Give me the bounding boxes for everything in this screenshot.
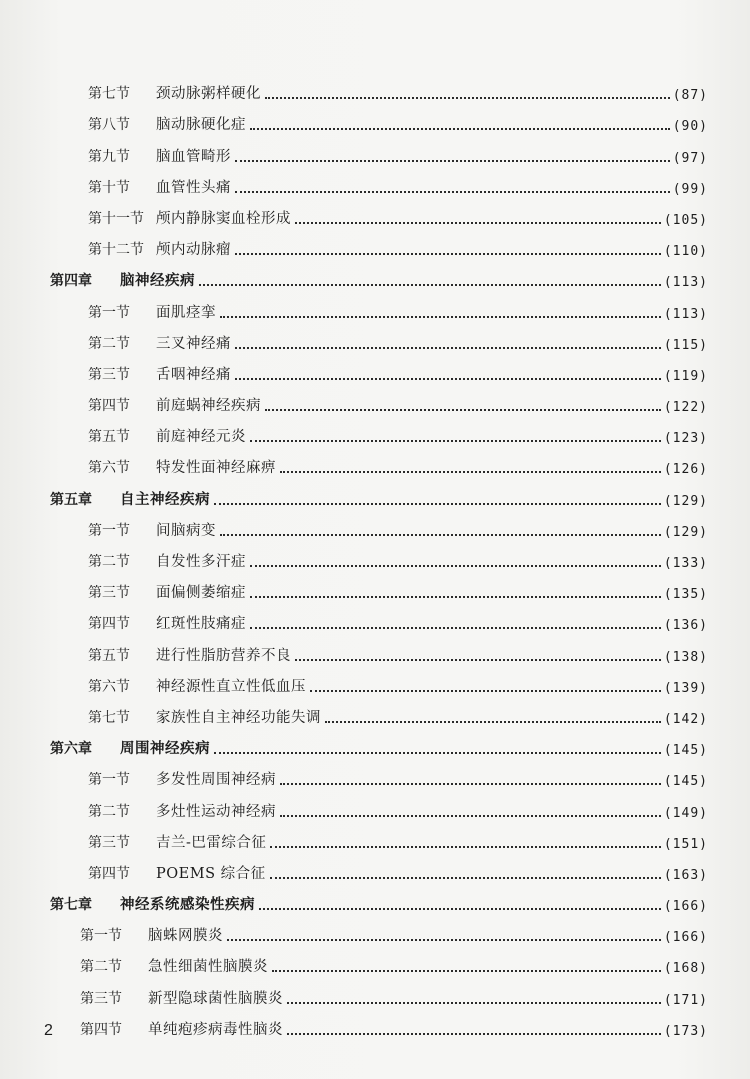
toc-section-entry[interactable] <box>0 353 750 384</box>
page-reference: (113) <box>663 275 708 291</box>
section-number: 第二节 <box>88 803 130 820</box>
section-title: 多发性周围神经病 <box>156 772 276 789</box>
dot-leader <box>270 876 661 879</box>
page-reference: (99) <box>672 181 708 197</box>
section-number: 第三节 <box>88 366 130 383</box>
toc-section-entry[interactable] <box>0 1008 750 1039</box>
chapter-title: 自主神经疾病 <box>120 490 210 508</box>
section-title: 面肌痉挛 <box>156 304 216 321</box>
chapter-title: 脑神经疾病 <box>120 272 195 290</box>
page-reference: (145) <box>663 743 708 759</box>
toc-chapter-entry[interactable] <box>0 259 750 290</box>
section-title: 前庭神经元炎 <box>156 429 246 446</box>
section-title: 颈动脉粥样硬化 <box>156 86 261 103</box>
section-title: 脑血管畸形 <box>156 148 231 165</box>
toc-section-entry[interactable] <box>0 72 750 103</box>
page-reference: (168) <box>663 961 708 977</box>
section-title: 血管性头痛 <box>156 179 231 196</box>
dot-leader <box>250 626 661 629</box>
section-title: 舌咽神经痛 <box>156 366 231 383</box>
toc-section-entry[interactable] <box>0 914 750 945</box>
dot-leader <box>250 439 661 442</box>
chapter-title: 神经系统感染性疾病 <box>120 896 255 914</box>
page-reference: (133) <box>663 556 708 571</box>
toc-section-entry[interactable] <box>0 696 750 727</box>
page-reference: (115) <box>663 337 708 353</box>
page-reference: (123) <box>663 431 708 447</box>
section-number: 第二节 <box>88 335 130 352</box>
section-number: 第四节 <box>88 616 130 633</box>
dot-leader <box>272 969 661 972</box>
dot-leader <box>270 845 660 848</box>
toc-section-entry[interactable] <box>0 571 750 602</box>
section-number: 第一节 <box>88 772 130 789</box>
section-title: 多灶性运动神经病 <box>156 803 276 820</box>
page-reference: (90) <box>672 119 708 135</box>
toc-chapter-entry[interactable] <box>0 883 750 914</box>
section-title: 脑动脉硬化症 <box>156 117 246 134</box>
page-reference: (105) <box>663 212 708 228</box>
toc-section-entry[interactable] <box>0 446 750 477</box>
section-title: 自发性多汗症 <box>156 554 246 570</box>
page-reference: (173) <box>663 1023 708 1039</box>
section-number: 第八节 <box>88 117 130 134</box>
section-title: 进行性脂肪营养不良 <box>156 647 291 664</box>
toc-section-entry[interactable] <box>0 384 750 415</box>
chapter-number: 第七章 <box>50 897 92 914</box>
section-title: 特发性面神经麻痹 <box>156 460 276 477</box>
section-number: 第十节 <box>88 179 130 196</box>
section-title: 前庭蜗神经疾病 <box>156 398 261 415</box>
page-reference: (87) <box>672 88 708 104</box>
toc-section-entry[interactable] <box>0 103 750 134</box>
toc-section-entry[interactable] <box>0 197 750 228</box>
dot-leader <box>227 938 661 941</box>
section-number: 第四节 <box>88 398 130 415</box>
chapter-number: 第五章 <box>50 491 92 508</box>
section-number: 第五节 <box>88 429 130 446</box>
page-reference: (122) <box>663 400 708 416</box>
section-number: 第九节 <box>88 148 130 165</box>
dot-leader <box>235 159 670 162</box>
toc-section-entry[interactable] <box>0 322 750 353</box>
dot-leader <box>250 595 661 598</box>
section-title: 三叉神经痛 <box>156 335 231 352</box>
page-reference: (166) <box>663 930 708 946</box>
section-title: 家族性自主神经功能失调 <box>156 709 321 726</box>
section-number: 第一节 <box>80 928 122 945</box>
dot-leader <box>325 720 661 723</box>
section-number: 第三节 <box>80 990 122 1007</box>
toc-section-entry[interactable] <box>0 134 750 165</box>
toc-section-entry[interactable] <box>0 945 750 976</box>
toc-section-entry[interactable] <box>0 509 750 540</box>
dot-leader <box>235 346 661 349</box>
chapter-number: 第六章 <box>50 741 92 758</box>
page-reference: (151) <box>663 836 708 852</box>
section-title: 急性细菌性脑膜炎 <box>148 959 268 976</box>
page-reference: (171) <box>663 992 708 1008</box>
page-reference: (142) <box>663 711 708 727</box>
chapter-title: 周围神经疾病 <box>120 740 210 758</box>
section-number: 第一节 <box>88 304 130 321</box>
dot-leader <box>235 190 670 193</box>
toc-section-entry[interactable] <box>0 758 750 789</box>
dot-leader <box>250 564 661 567</box>
page-reference: (139) <box>663 680 708 696</box>
section-number: 第四节 <box>88 865 130 882</box>
section-title: 单纯疱疹病毒性脑炎 <box>148 1021 283 1038</box>
toc-section-entry[interactable] <box>0 789 750 820</box>
dot-leader <box>259 907 661 910</box>
table-of-contents <box>0 72 750 1039</box>
toc-section-entry[interactable] <box>0 976 750 1007</box>
section-number: 第六节 <box>88 460 130 477</box>
dot-leader <box>265 96 670 99</box>
chapter-number: 第四章 <box>50 273 92 290</box>
section-number: 第七节 <box>88 709 130 726</box>
page-reference: (110) <box>663 244 708 260</box>
page-reference: (97) <box>672 150 708 166</box>
dot-leader <box>214 502 661 505</box>
toc-chapter-entry[interactable] <box>0 727 750 758</box>
dot-leader <box>220 533 661 536</box>
section-number: 第二节 <box>80 959 122 976</box>
page-reference: (136) <box>663 618 708 634</box>
page-number: 2 <box>44 1022 53 1039</box>
page-reference: (119) <box>663 368 708 384</box>
toc-section-entry[interactable] <box>0 415 750 446</box>
section-title: 颅内动脉瘤 <box>156 242 231 259</box>
toc-section-entry[interactable] <box>0 602 750 633</box>
page-reference: (149) <box>663 805 708 821</box>
section-number: 第三节 <box>88 834 130 851</box>
section-number: 第三节 <box>88 585 130 602</box>
section-number: 第十一节 <box>88 210 144 227</box>
toc-section-entry[interactable] <box>0 228 750 259</box>
toc-section-entry[interactable] <box>0 633 750 664</box>
dot-leader <box>235 377 661 380</box>
page-reference: (163) <box>663 867 708 883</box>
section-number: 第四节 <box>80 1021 122 1038</box>
toc-section-entry[interactable] <box>0 166 750 197</box>
dot-leader <box>220 315 661 318</box>
dot-leader <box>295 221 661 224</box>
toc-section-entry[interactable] <box>0 540 750 571</box>
toc-section-entry[interactable] <box>0 290 750 321</box>
dot-leader <box>199 283 661 286</box>
page-reference: (129) <box>663 493 708 509</box>
section-number: 第五节 <box>88 647 130 664</box>
page-reference: (135) <box>663 587 708 603</box>
dot-leader <box>280 814 661 817</box>
dot-leader <box>295 658 661 661</box>
page-reference: (166) <box>663 899 708 915</box>
section-title: POEMS 综合征 <box>156 865 266 882</box>
section-title: 间脑病变 <box>156 522 216 539</box>
dot-leader <box>214 751 661 754</box>
section-number: 第二节 <box>88 554 130 570</box>
toc-section-entry[interactable] <box>0 665 750 696</box>
section-title: 脑蛛网膜炎 <box>148 928 223 945</box>
toc-section-entry[interactable] <box>0 821 750 852</box>
dot-leader <box>310 689 661 692</box>
page-reference: (138) <box>663 649 708 665</box>
section-number: 第六节 <box>88 678 130 695</box>
section-title: 吉兰-巴雷综合征 <box>156 834 267 851</box>
toc-chapter-entry[interactable] <box>0 477 750 508</box>
dot-leader <box>280 782 661 785</box>
section-number: 第十二节 <box>88 242 144 259</box>
section-title: 红斑性肢痛症 <box>156 616 246 633</box>
dot-leader <box>287 1032 661 1035</box>
section-number: 第七节 <box>88 86 130 103</box>
toc-section-entry[interactable] <box>0 852 750 883</box>
section-number: 第一节 <box>88 522 130 539</box>
section-title: 颅内静脉窦血栓形成 <box>156 210 291 227</box>
page-reference: (129) <box>663 524 708 540</box>
page-reference: (145) <box>663 774 708 790</box>
section-title: 新型隐球菌性脑膜炎 <box>148 990 283 1007</box>
dot-leader <box>250 127 670 130</box>
section-title: 神经源性直立性低血压 <box>156 678 306 695</box>
page-reference: (113) <box>663 306 708 322</box>
dot-leader <box>280 470 661 473</box>
dot-leader <box>235 252 661 255</box>
dot-leader <box>265 408 661 411</box>
page-reference: (126) <box>663 462 708 478</box>
dot-leader <box>287 1001 661 1004</box>
section-title: 面偏侧萎缩症 <box>156 585 246 602</box>
